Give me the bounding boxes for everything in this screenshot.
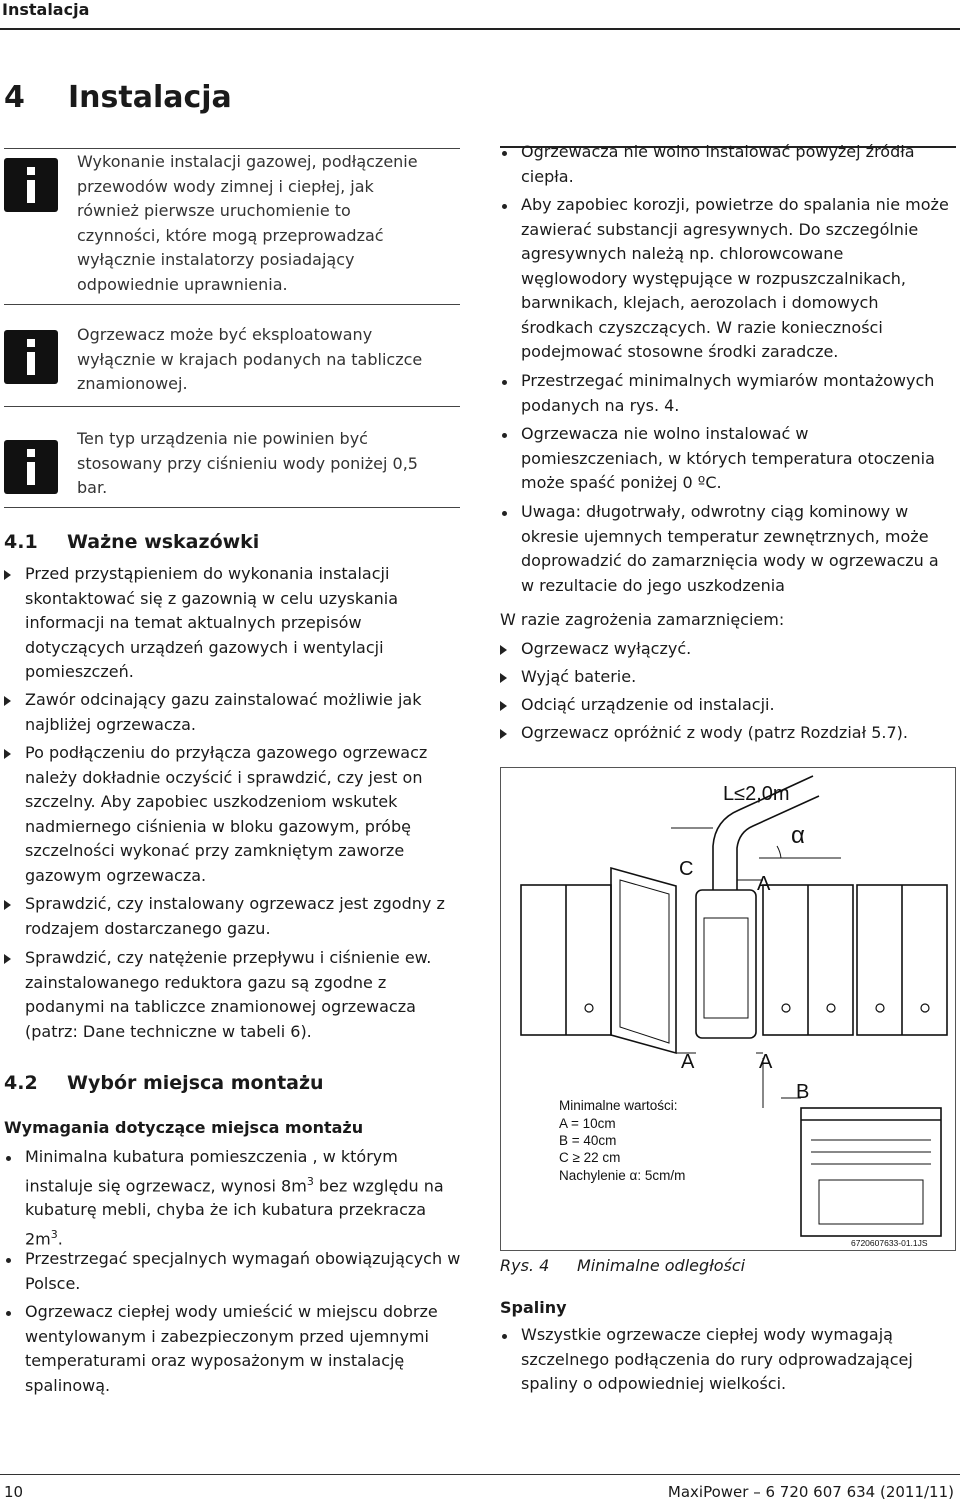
requirement-item [500, 422, 958, 496]
running-header: Instalacja [2, 0, 90, 19]
bullet-dot-icon [502, 433, 507, 438]
item-line: może spaść poniżej 0 ºC. [521, 473, 722, 492]
section-number: 4.2 [4, 1072, 38, 1094]
item-line: spaliny o odpowiedniej wielkości. [521, 1374, 787, 1393]
legend-line: A = 10cm [559, 1116, 616, 1131]
item-line: spalinową. [25, 1375, 111, 1395]
info-icon [4, 330, 58, 384]
arrow-bullet-icon [500, 645, 507, 655]
legend-line: B = 40cm [559, 1133, 617, 1148]
item-line: Polsce. [25, 1273, 81, 1293]
notice-rule [4, 304, 460, 305]
notice-line: Ten typ urządzenia nie powinien być [77, 429, 368, 448]
label-c: C [679, 858, 694, 880]
notice-line: przewodów wody zimnej i ciepłej, jak [77, 176, 374, 196]
subheading-requirements: Wymagania dotyczące miejsca montażu [4, 1118, 364, 1137]
spaliny-heading: Spaliny [500, 1298, 567, 1317]
installation-figure [500, 767, 956, 1251]
item-line: Sprawdzić, czy instalowany ogrzewacz jest zgodny z [25, 894, 445, 913]
instruction-item [4, 741, 464, 888]
item-line: temperaturami oraz wyposażonym w instalację [25, 1351, 405, 1370]
item-line: Przestrzegać minimalnych wymiarów montażowych [521, 371, 935, 390]
instruction-item [4, 946, 464, 1044]
arrow-bullet-icon [4, 570, 11, 580]
notice-line: bar. [77, 478, 108, 497]
frost-step [500, 637, 958, 662]
arrow-bullet-icon [500, 673, 507, 683]
notice-line: również pierwsze uruchomienie to [77, 201, 351, 220]
notice-countries [77, 323, 467, 397]
requirement-item [500, 193, 958, 365]
text-run: 2m [25, 1229, 51, 1249]
notice-rule [4, 148, 460, 149]
bullet-dot-icon [502, 380, 507, 385]
notice-line: wyłącznie instalatorzy posiadający [77, 250, 355, 269]
frost-step [500, 665, 958, 690]
requirement-item [500, 140, 958, 189]
item-line: Ogrzewacza nie wolno instalować powyżej źródła [521, 142, 915, 161]
section-title: Ważne wskazówki [67, 531, 260, 553]
item-line: dotyczących urządzeń gazowych i wentylacji [25, 637, 384, 657]
item-line: barwnikach, klejach, aerozolach i domowych [521, 293, 879, 312]
item-line: szczelnego podłączenia do rury odprowadzającej [521, 1349, 913, 1369]
item-line: zainstalowanego reduktora gazu są zgodne z [25, 972, 387, 992]
requirement-item [500, 1323, 958, 1397]
label-a-top: A [757, 873, 771, 895]
item-line: szczelny. Aby zapobiec uszkodzeniom wskutek [25, 792, 398, 811]
requirement-item [4, 1247, 464, 1296]
figure-title: Minimalne odległości [577, 1256, 746, 1275]
requirement-item [4, 1145, 464, 1252]
superscript: 3 [306, 1174, 314, 1188]
notice-line: Ogrzewacz może być eksploatowany [77, 325, 373, 344]
info-icon [4, 440, 58, 494]
item-line: doprowadzić do zamarznięcia wody w ogrzewaczu a [521, 551, 939, 570]
header-rule [0, 28, 960, 30]
label-a-left: A [681, 1051, 695, 1073]
item-line: Wszystkie ogrzewacze ciepłej wody wymagają [521, 1325, 893, 1344]
bullet-dot-icon [502, 204, 507, 209]
item-line: Przestrzegać specjalnych wymagań obowiązujących w [25, 1249, 461, 1268]
item-line: podanymi na tabliczce znamionowej ogrzewacza [25, 997, 416, 1016]
item-line: podejmować stosowne środki zaradcze. [521, 342, 839, 361]
arrow-bullet-icon [4, 900, 11, 910]
frost-step [500, 693, 958, 718]
item-line: w rezultacie do jego uszkodzenia [521, 575, 785, 595]
item-line: Zawór odcinający gazu zainstalować możliwie jak [25, 690, 422, 709]
chapter-title: Instalacja [68, 80, 232, 115]
bullet-dot-icon [502, 511, 507, 516]
notice-line: znamionowej. [77, 374, 188, 393]
label-a-right: A [759, 1051, 773, 1073]
notice-line: Wykonanie instalacji gazowej, podłączenie [77, 152, 418, 171]
section-title: Wybór miejsca montażu [67, 1072, 324, 1094]
requirement-item [500, 500, 958, 598]
item-line: gazowym ogrzewacza. [25, 865, 207, 885]
arrow-bullet-icon [500, 729, 507, 739]
item-line: okresie ujemnych temperatur zewnętrznych, może [521, 526, 929, 546]
item-line: Uwaga: długotrwały, odwrotny ciąg kominowy w [521, 502, 909, 521]
item-line: pomieszczeń. [25, 662, 134, 681]
item-line: węglowodory występujące w rozpuszczalnikach, [521, 268, 907, 288]
step-text: Ogrzewacz opróżnić z wody (patrz Rozdział 5.7). [521, 723, 908, 742]
cabinet-door-open [611, 868, 676, 1053]
notice-line: stosowany przy ciśnieniu wody poniżej 0,5 [77, 453, 418, 473]
bullet-dot-icon [6, 1156, 11, 1161]
notice-rule [4, 406, 460, 407]
step-text: Odciąć urządzenie od instalacji. [521, 695, 775, 714]
item-line: Ogrzewacza nie wolno instalować w [521, 424, 809, 443]
figure-code: 6720607633-01.1JS [851, 1238, 928, 1248]
notice-line: wyłącznie w krajach podanych na tabliczce [77, 349, 423, 369]
arrow-bullet-icon [4, 954, 11, 964]
step-text: Ogrzewacz wyłączyć. [521, 639, 692, 658]
item-line: pomieszczeniach, w których temperatura otoczenia [521, 448, 935, 468]
page-title [4, 80, 232, 115]
item-line: zawierać substancji agresywnych. Do szczególnie [521, 219, 919, 239]
item-line: najbliżej ogrzewacza. [25, 714, 196, 734]
label-b: B [796, 1081, 810, 1103]
flue-pipe-inner [737, 796, 819, 890]
item-line: kubaturę mebli, chyba że ich kubatura przekracza [25, 1200, 427, 1220]
cooker [801, 1108, 941, 1236]
legend-line: Nachylenie α: 5cm/m [559, 1168, 686, 1183]
bullet-dot-icon [6, 1258, 11, 1263]
requirement-item [500, 369, 958, 418]
document-id: MaxiPower – 6 720 607 634 (2011/11) [667, 1483, 954, 1501]
notice-installers [77, 150, 467, 297]
step-text: Wyjąć baterie. [521, 667, 637, 686]
legend-line: C ≥ 22 cm [559, 1150, 621, 1165]
figure-caption [500, 1256, 745, 1275]
notice-line: czynności, które mogą przeprowadzać [77, 225, 384, 245]
item-line: Ogrzewacz ciepłej wody umieścić w miejscu dobrze [25, 1302, 438, 1321]
water-heater [696, 890, 756, 1038]
instruction-item [4, 562, 464, 685]
page-number: 10 [4, 1483, 24, 1501]
text-run: instaluje się ogrzewacz, wynosi 8m [25, 1175, 307, 1195]
item-line: informacji na temat aktualnych przepisów [25, 613, 362, 632]
item-line: ciepła. [521, 166, 574, 186]
installation-diagram [501, 768, 955, 1250]
notice-rule [4, 507, 460, 508]
arrow-bullet-icon [4, 749, 11, 759]
frost-intro: W razie zagrożenia zamarznięciem: [500, 610, 785, 629]
section-heading-4-2 [4, 1072, 324, 1094]
item-line: Sprawdzić, czy natężenie przepływu i ciśnienie ew. [25, 948, 432, 967]
bullet-dot-icon [6, 1311, 11, 1316]
info-icon [4, 158, 58, 212]
item-line: wentylowanym i zabezpieczonym przed ujemnymi [25, 1326, 429, 1346]
figure-number: Rys. 4 [500, 1256, 550, 1275]
item-line: skontaktować się z gazownią w celu uzyskania [25, 588, 399, 608]
arrow-bullet-icon [500, 701, 507, 711]
item-line: środkach czyszczących. W razie konieczności [521, 317, 883, 337]
legend-line: Minimalne wartości: [559, 1098, 678, 1113]
chapter-number: 4 [4, 80, 25, 115]
item-line: (patrz: Dane techniczne w tabeli 6). [25, 1021, 312, 1041]
item-line: szczelności wykonać przy zamkniętym zaworze [25, 841, 405, 860]
item-line: nadmiernego ciśnienia w bloku gazowym, próbę [25, 816, 411, 836]
notice-pressure [77, 427, 467, 501]
requirement-item [4, 1300, 464, 1398]
item-line: Po podłączeniu do przyłącza gazowego ogrzewacz [25, 743, 428, 762]
arrow-bullet-icon [4, 696, 11, 706]
item-line: Przed przystąpieniem do wykonania instalacji [25, 564, 390, 583]
item-line: rodzajem dostarczanego gazu. [25, 918, 271, 938]
section-number: 4.1 [4, 531, 38, 553]
bullet-dot-icon [502, 151, 507, 156]
text-run: bez względu na [313, 1175, 444, 1195]
item-line: Minimalna kubatura pomieszczenia , w którym [25, 1147, 398, 1166]
label-flue-length: L≤2,0m [723, 783, 790, 805]
instruction-item [4, 688, 464, 737]
label-alpha: α [791, 822, 805, 849]
text-run: . [57, 1229, 63, 1249]
superscript: 3 [50, 1227, 58, 1241]
frost-step [500, 721, 958, 746]
item-line [25, 1170, 464, 1199]
footer-rule [0, 1474, 960, 1475]
item-line: agresywnych należą np. chlorowcowane [521, 244, 844, 263]
instruction-item [4, 892, 464, 941]
notice-line: odpowiednie uprawnienia. [77, 274, 288, 294]
bullet-dot-icon [502, 1334, 507, 1339]
item-line: podanych na rys. 4. [521, 395, 680, 415]
item-line: należy dokładnie oczyścić i sprawdzić, czy jest on [25, 767, 423, 787]
section-heading-4-1 [4, 531, 259, 553]
item-line: Aby zapobiec korozji, powietrze do spalania nie może [521, 195, 949, 214]
